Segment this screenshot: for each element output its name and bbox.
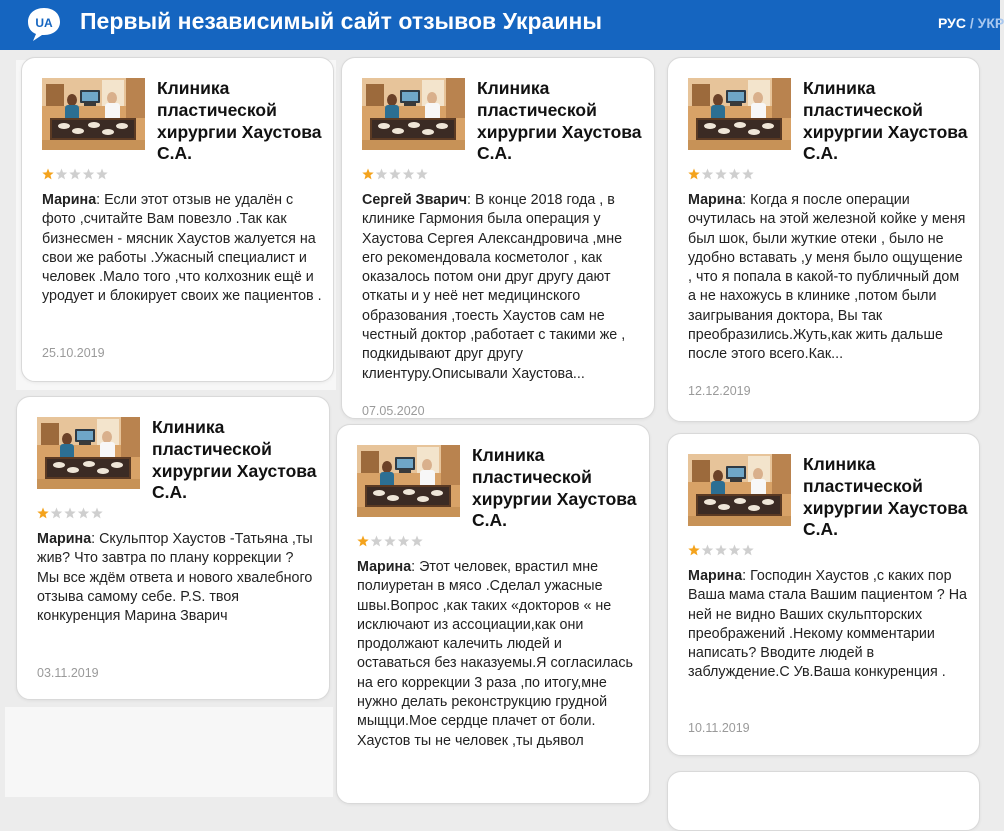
star-icon (688, 545, 699, 556)
review-date: 07.05.2020 (362, 404, 425, 418)
rating-stars (37, 507, 107, 519)
rating-stars (688, 168, 758, 180)
clinic-photo[interactable] (42, 78, 145, 150)
star-icon (384, 536, 395, 547)
rating-stars (357, 535, 427, 547)
star-icon (729, 169, 740, 180)
review-author: Марина (37, 531, 92, 547)
lang-separator: / (969, 15, 974, 31)
star-icon (91, 508, 102, 519)
star-icon (742, 545, 753, 556)
clinic-name-link[interactable]: Клиника пластической хирургии Хаустова С.А. (803, 454, 968, 540)
rating-stars (688, 544, 758, 556)
clinic-photo[interactable] (37, 417, 140, 489)
star-icon (389, 169, 400, 180)
star-icon (371, 536, 382, 547)
star-icon (403, 169, 414, 180)
review-text[interactable] (688, 567, 970, 683)
site-title[interactable]: Первый независимый сайт отзывов Украины (80, 8, 603, 34)
rating-stars (42, 168, 112, 180)
star-icon (702, 545, 713, 556)
review-card[interactable] (16, 396, 330, 700)
star-icon (357, 536, 368, 547)
review-body: : Этот человек, врастил мне полиуретан в мясо .Сделал ужасные швы.Вопрос ,как таких «докторов « не исключают из ассоциации,как они продолжают калечить людей и оставаться без наказуемы.Я согласилась на его коррекции 3 раза ,по итогу,мне нужно делать реконструкцию грудной мыщци.Мое сердце плачет от боли. Хаустов ты не человек ,ты дьявол (357, 559, 633, 749)
star-icon (729, 545, 740, 556)
clinic-photo[interactable] (688, 78, 791, 150)
review-card[interactable] (21, 57, 334, 382)
star-icon (362, 169, 373, 180)
clinic-name-link[interactable]: Клиника пластической хирургии Хаустова С.А. (157, 78, 322, 164)
review-text[interactable] (362, 191, 644, 384)
clinic-name-link[interactable]: Клиника пластической хирургии Хаустова С.А. (152, 417, 317, 503)
star-icon (96, 169, 107, 180)
logo-text: UA (35, 16, 53, 30)
star-icon (69, 169, 80, 180)
star-icon (83, 169, 94, 180)
review-date: 03.11.2019 (37, 666, 99, 680)
star-icon (742, 169, 753, 180)
star-icon (398, 536, 409, 547)
review-text[interactable] (37, 530, 319, 626)
star-icon (376, 169, 387, 180)
clinic-photo[interactable] (362, 78, 465, 150)
site-logo-icon[interactable] (26, 6, 62, 42)
site-header (0, 0, 1004, 50)
star-icon (51, 508, 62, 519)
star-icon (78, 508, 89, 519)
lang-ru-link[interactable]: РУС (938, 15, 966, 31)
review-date: 10.11.2019 (688, 721, 750, 735)
review-card[interactable] (667, 433, 980, 756)
review-body: : Если этот отзыв не удалён с фото ,считайте Вам повезло .Так как бизнесмен - мясник Хаустов жалуется на свои же работы .Ужасный специалист и человек .Мало того ,что колхозник ещё и уродует и блокирует своих же пациентов . (42, 192, 322, 305)
review-body: : Когда я после операции очутилась на этой железной койке у меня был шок, были жуткие отеки , было не удобно вставать ,у меня было ощущение , что я попала в какой-то публичный дом а не нахожусь в клинике ,потом были заигрывания доктора, Вы так преобразились.Жуть,как жить дальше после этого всего.Как... (688, 192, 966, 363)
review-text[interactable] (688, 191, 970, 365)
page-background-strip (5, 707, 333, 797)
star-icon (411, 536, 422, 547)
star-icon (715, 545, 726, 556)
review-date: 25.10.2019 (42, 346, 105, 360)
review-body: : Скульптор Хаустов -Татьяна ,ты жив? Что завтра по плану коррекции ? Мы все ждём ответа и нового хвалебного отзыва самому себе. P.S. твоя конкуренция Марина Зварич (37, 531, 313, 625)
clinic-name-link[interactable]: Клиника пластической хирургии Хаустова С.А. (803, 78, 968, 164)
review-author: Сергей Зварич (362, 192, 468, 208)
star-icon (702, 169, 713, 180)
rating-stars (362, 168, 432, 180)
star-icon (37, 508, 48, 519)
review-author: Марина (688, 568, 743, 584)
lang-ua-link[interactable]: УКР (977, 15, 1004, 31)
review-author: Марина (357, 559, 412, 575)
language-switcher (938, 15, 1004, 31)
review-card[interactable] (341, 57, 655, 419)
clinic-name-link[interactable]: Клиника пластической хирургии Хаустова С.А. (477, 78, 642, 164)
review-date: 12.12.2019 (688, 384, 751, 398)
review-author: Марина (42, 192, 97, 208)
star-icon (416, 169, 427, 180)
review-card[interactable] (667, 771, 980, 831)
clinic-name-link[interactable]: Клиника пластической хирургии Хаустова С.А. (472, 445, 637, 531)
review-card[interactable] (336, 424, 650, 804)
review-author: Марина (688, 192, 743, 208)
star-icon (56, 169, 67, 180)
review-text[interactable] (42, 191, 324, 307)
review-text[interactable] (357, 558, 639, 751)
star-icon (42, 169, 53, 180)
star-icon (715, 169, 726, 180)
star-icon (688, 169, 699, 180)
star-icon (64, 508, 75, 519)
clinic-photo[interactable] (357, 445, 460, 517)
review-body: : В конце 2018 года , в клинике Гармония была операция у Хаустова Сергея Александровича ,мне его рекомендовала косметолог , как оказалось потом они друг другу дают откаты и у неё нет медицинского образования ,тоесть Хаустов сам не честный доктор ,работает с такими же , подкидывают друг другу клиентуру.Описывали Хаустова... (362, 192, 626, 382)
review-card[interactable] (667, 57, 980, 422)
clinic-photo[interactable] (688, 454, 791, 526)
review-body: : Господин Хаустов ,с каких пор Ваша мама стала Вашим пациентом ? На ней не видно Ваших скульпторских преображений .Некому комментарии написать? Вводите людей в заблуждение.С Ув.Ваша конкуренция . (688, 568, 967, 681)
